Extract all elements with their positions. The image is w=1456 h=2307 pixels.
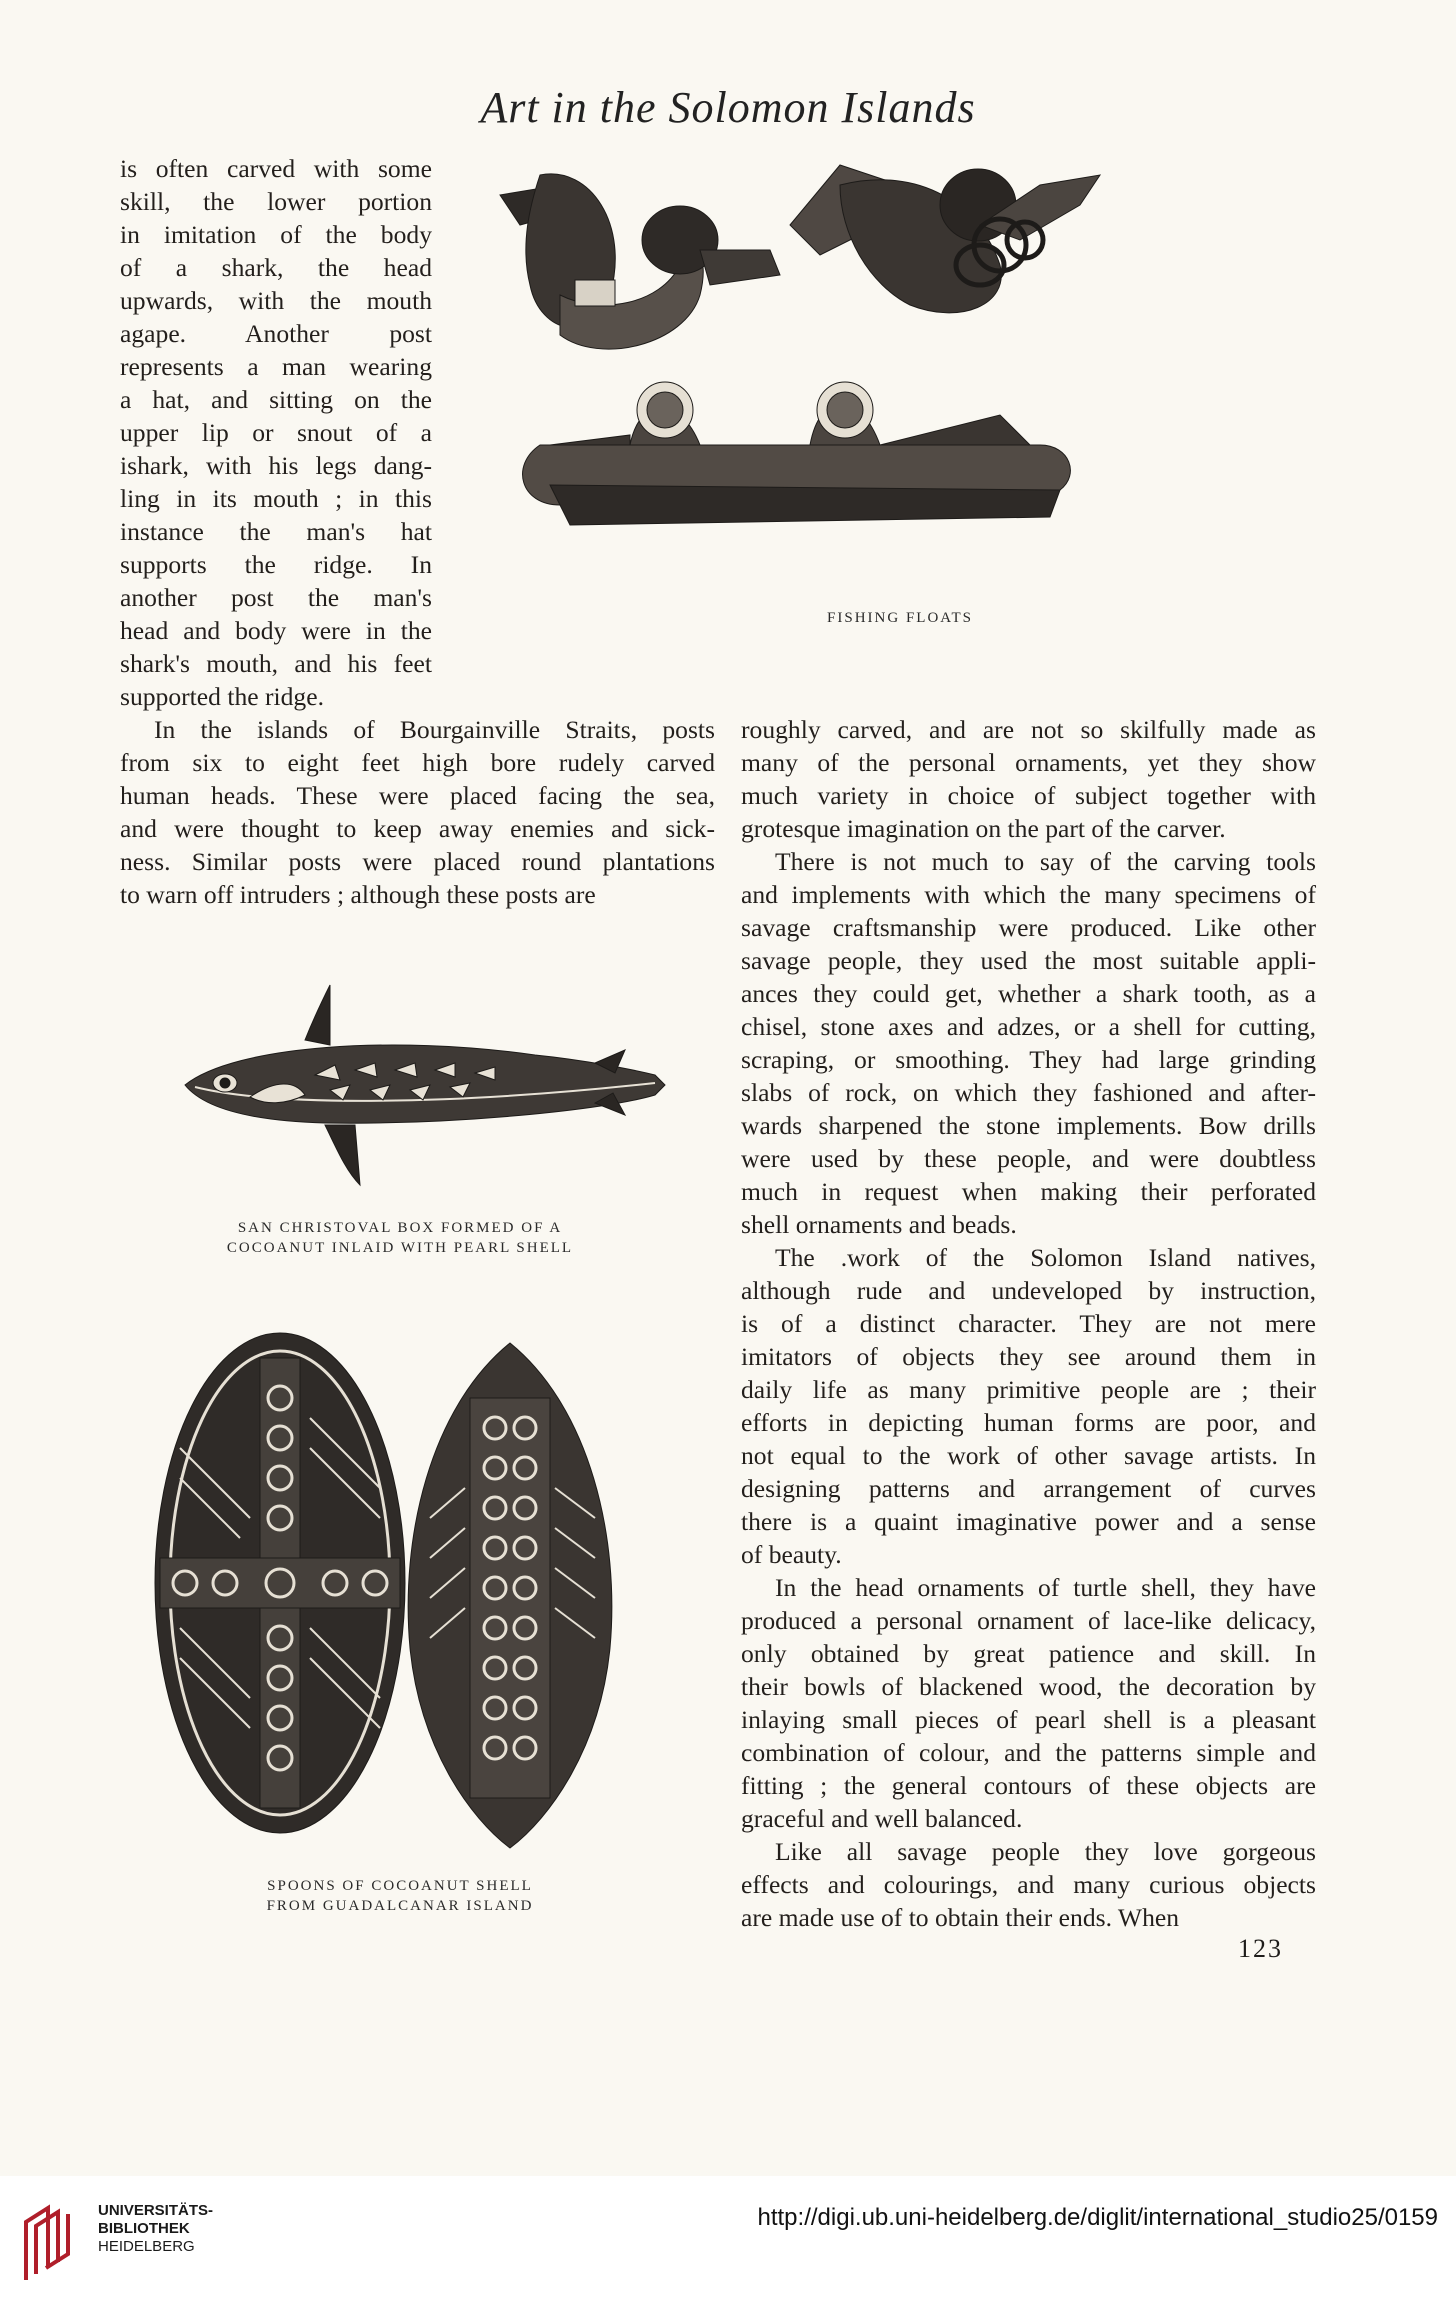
text-line: not equal to the work of other savage artists. In [741,1441,1316,1470]
right-paragraph-2 [741,845,1316,1241]
text-line: There is not much to say of the carving tools [775,847,1316,876]
caption-spoons-line-2: FROM GUADALCANAR ISLAND [266,1898,534,1914]
text-line: and implements with which the many specimens of [741,880,1316,909]
library-logo[interactable] [18,2202,258,2284]
text-line: to warn off intruders ; although these posts are [120,880,596,909]
text-line: Like all savage people they love gorgeous [775,1837,1316,1866]
text-line: another post the man's [120,583,432,612]
text-line: are made use of to obtain their ends. When [741,1903,1180,1932]
text-line: designing patterns and arrangement of curves [741,1474,1316,1503]
caption-box [150,1218,650,1258]
text-line: daily life as many primitive people are ; their [741,1375,1316,1404]
text-line: is often carved with some [120,154,432,183]
text-line: much in request when making their perforated [741,1177,1316,1206]
text-line: of beauty. [741,1540,842,1569]
text-line: supports the ridge. In [120,550,432,579]
text-line: were used by these people, and were doubtless [741,1144,1316,1173]
library-footer [0,2176,1456,2307]
spoons-illustration [140,1318,640,1868]
left-paragraph-1 [120,152,432,713]
caption-spoons [150,1876,650,1916]
caption-fishing-floats-text: FISHING FLOATS [827,610,973,626]
text-line: many of the personal ornaments, yet they show [741,748,1316,777]
text-line: roughly carved, and are not so skilfully made as [741,715,1316,744]
text-line: slabs of rock, on which they fashioned and after- [741,1078,1316,1107]
text-line: upwards, with the mouth [120,286,432,315]
text-line: much variety in choice of subject together with [741,781,1316,810]
text-line: and were thought to keep away enemies and sick- [120,814,715,843]
source-url-link[interactable]: http://digi.ub.uni-heidelberg.de/diglit/international_studio25/0159 [757,2204,1438,2231]
library-name [98,2202,213,2256]
text-line: skill, the lower portion [120,187,432,216]
text-line: fitting ; the general contours of these objects are [741,1771,1316,1800]
text-line: supported the ridge. [120,682,324,711]
text-line: ness. Similar posts were placed round plantations [120,847,715,876]
text-line: of a shark, the head [120,253,432,282]
text-line: there is a quaint imaginative power and a sense [741,1507,1316,1536]
text-line: agape. Another post [120,319,432,348]
text-line: in imitation of the body [120,220,432,249]
shark-box-illustration [155,975,695,1195]
text-line: instance the man's hat [120,517,432,546]
text-line: produced a personal ornament of lace-like delicacy, [741,1606,1316,1635]
text-line: combination of colour, and the patterns simple and [741,1738,1316,1767]
text-line: wards sharpened the stone implements. Bow drills [741,1111,1316,1140]
text-line: ances they could get, whether a shark tooth, as a [741,979,1316,1008]
running-head: Art in the Solomon Islands [480,83,976,132]
caption-box-line-2: COCOANUT INLAID WITH PEARL SHELL [226,1240,574,1256]
right-paragraph-5 [741,1835,1316,1934]
caption-fishing-floats [720,608,1080,628]
caption-spoons-line-1: SPOONS OF COCOANUT SHELL [267,1878,533,1894]
text-line: human heads. These were placed facing the sea, [120,781,715,810]
library-name-line-2: BIBLIOTHEK [98,2220,190,2237]
text-line: ishark, with his legs dang- [120,451,432,480]
text-line: savage people, they used the most suitable appli- [741,946,1316,975]
caption-box-line-1: SAN CHRISTOVAL BOX FORMED OF A [237,1220,563,1236]
page-number: 123 [1238,1934,1283,1963]
spoon-right-shape [408,1343,612,1848]
text-line: graceful and well balanced. [741,1804,1023,1833]
text-line: scraping, or smoothing. They had large grinding [741,1045,1316,1074]
text-line: a hat, and sitting on the [120,385,432,414]
text-line: inlaying small pieces of pearl shell is a pleasant [741,1705,1316,1734]
library-emblem-icon [18,2202,88,2284]
fishing-floats-illustration [480,145,1320,575]
text-line: head and body were in the [120,616,432,645]
text-line: In the islands of Bourgainville Straits, posts [154,715,715,744]
text-line: savage craftsmanship were produced. Like other [741,913,1316,942]
text-line: shark's mouth, and his feet [120,649,432,678]
text-line: from six to eight feet high bore rudely carved [120,748,715,777]
spoon-left-shape [155,1333,405,1833]
text-line: effects and colourings, and many curious objects [741,1870,1316,1899]
text-line: although rude and undeveloped by instruction, [741,1276,1316,1305]
text-line: is of a distinct character. They are not mere [741,1309,1316,1338]
text-line: represents a man wearing [120,352,432,381]
library-name-line-1: UNIVERSITÄTS- [98,2202,214,2219]
text-line: The .work of the Solomon Island natives, [775,1243,1316,1272]
text-line: shell ornaments and beads. [741,1210,1017,1239]
right-paragraph-1 [741,713,1316,845]
text-line: In the head ornaments of turtle shell, they have [775,1573,1316,1602]
text-line: chisel, stone axes and adzes, or a shell for cutting, [741,1012,1316,1041]
right-paragraph-3 [741,1241,1316,1571]
text-line: ling in its mouth ; in this [120,484,432,513]
text-line: imitators of objects they see around them in [741,1342,1316,1371]
text-line: grotesque imagination on the part of the carver. [741,814,1226,843]
right-paragraph-4 [741,1571,1316,1835]
text-line: their bowls of blackened wood, the decoration by [741,1672,1316,1701]
library-name-line-3: HEIDELBERG [98,2238,195,2255]
text-line: efforts in depicting human forms are poor, and [741,1408,1316,1437]
text-line: only obtained by great patience and skill. In [741,1639,1316,1668]
text-line: upper lip or snout of a [120,418,432,447]
left-paragraph-2 [120,713,715,911]
